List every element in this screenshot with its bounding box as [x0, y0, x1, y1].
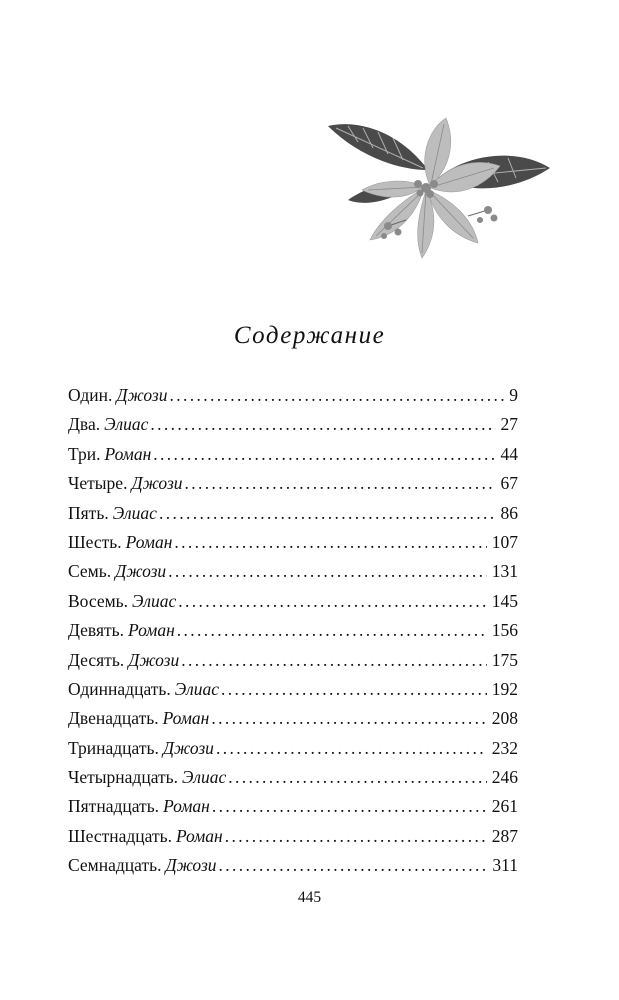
poinsettia-flower-icon	[318, 108, 558, 268]
leader-dots	[168, 557, 487, 586]
toc-entry[interactable]	[68, 763, 518, 792]
chapter-narrator: Джози	[165, 855, 217, 876]
chapter-page-number: 86	[500, 502, 518, 523]
chapter-number: Шесть.	[68, 531, 122, 552]
chapter-number: Четырнадцать.	[68, 767, 179, 788]
toc-entry[interactable]	[68, 851, 518, 880]
leader-dots	[211, 704, 486, 733]
toc-entry[interactable]	[68, 440, 518, 469]
toc-entry[interactable]	[68, 469, 518, 498]
chapter-page-number: 246	[491, 767, 518, 788]
leader-dots	[181, 646, 486, 675]
chapter-number: Четыре.	[68, 473, 128, 494]
chapter-page-number: 131	[491, 561, 518, 582]
chapter-page-number: 107	[491, 531, 518, 552]
chapter-narrator: Джози	[116, 385, 168, 405]
chapter-number: Шестнадцать.	[68, 825, 172, 846]
chapter-narrator: Роман	[128, 620, 175, 641]
leader-dots	[219, 851, 488, 880]
chapter-page-number: 208	[491, 708, 518, 729]
chapter-page-number: 145	[491, 590, 518, 611]
toc-entry[interactable]	[68, 646, 518, 675]
chapter-number: Одиннадцать.	[68, 678, 171, 699]
toc-entry[interactable]	[68, 675, 518, 704]
chapter-narrator: Элиас	[104, 414, 149, 435]
toc-entry[interactable]	[68, 704, 518, 733]
chapter-narrator: Джози	[162, 737, 214, 758]
chapter-number: Два.	[68, 414, 101, 435]
leader-dots	[174, 528, 486, 557]
toc-entry[interactable]	[68, 410, 518, 439]
chapter-page-number: 232	[491, 737, 518, 758]
toc-entry[interactable]	[68, 587, 518, 616]
leader-dots	[228, 763, 486, 792]
leader-dots	[221, 675, 487, 704]
leader-dots	[212, 792, 487, 821]
leader-dots	[159, 499, 496, 528]
chapter-number: Девять.	[68, 620, 125, 641]
toc-entry[interactable]	[68, 528, 518, 557]
leader-dots	[225, 822, 487, 851]
chapter-narrator: Джози	[128, 649, 180, 670]
toc-entry[interactable]	[68, 499, 518, 528]
toc-entry[interactable]	[68, 734, 518, 763]
table-of-contents	[68, 381, 518, 881]
chapter-narrator: Роман	[125, 531, 173, 552]
chapter-page-number: 261	[491, 796, 518, 817]
chapter-number: Десять.	[68, 649, 125, 670]
toc-entry[interactable]	[68, 381, 518, 410]
chapter-page-number: 311	[492, 855, 518, 876]
chapter-narrator: Джози	[115, 561, 167, 582]
chapter-narrator: Роман	[163, 796, 210, 817]
chapter-narrator: Роман	[104, 443, 152, 464]
chapter-number: Один.	[68, 385, 113, 405]
leader-dots	[216, 734, 487, 763]
toc-entry[interactable]	[68, 557, 518, 586]
page-title: Содержание	[233, 322, 386, 349]
leader-dots	[153, 440, 495, 469]
toc-entry[interactable]	[68, 792, 518, 821]
chapter-page-number: 44	[500, 443, 518, 464]
chapter-number: Тринадцать.	[68, 737, 159, 758]
toc-entry[interactable]	[68, 616, 518, 645]
chapter-narrator: Роман	[162, 708, 210, 729]
leader-dots	[185, 469, 496, 498]
chapter-page-number: 9	[509, 385, 518, 405]
leader-dots	[178, 587, 486, 616]
page-number: 445	[297, 889, 322, 906]
chapter-number: Двенадцать.	[68, 708, 159, 729]
chapter-narrator: Элиас	[132, 590, 177, 611]
chapter-number: Три.	[68, 443, 101, 464]
chapter-number: Семнадцать.	[68, 855, 162, 876]
chapter-narrator: Элиас	[182, 767, 227, 788]
chapter-page-number: 192	[491, 678, 518, 699]
chapter-number: Пятнадцать.	[68, 796, 160, 817]
toc-entry[interactable]	[68, 822, 518, 851]
chapter-page-number: 27	[500, 414, 518, 435]
leader-dots	[170, 381, 505, 410]
chapter-number: Семь.	[68, 561, 112, 582]
chapter-narrator: Джози	[131, 473, 183, 494]
leader-dots	[177, 616, 487, 645]
chapter-page-number: 175	[491, 649, 518, 670]
chapter-narrator: Элиас	[174, 678, 220, 699]
chapter-narrator: Элиас	[112, 502, 157, 523]
chapter-number: Пять.	[68, 502, 109, 523]
chapter-page-number: 287	[491, 825, 518, 846]
chapter-page-number: 67	[500, 473, 518, 494]
chapter-page-number: 156	[491, 620, 518, 641]
chapter-number: Восемь.	[68, 590, 129, 611]
leader-dots	[150, 410, 495, 439]
chapter-narrator: Роман	[176, 825, 223, 846]
